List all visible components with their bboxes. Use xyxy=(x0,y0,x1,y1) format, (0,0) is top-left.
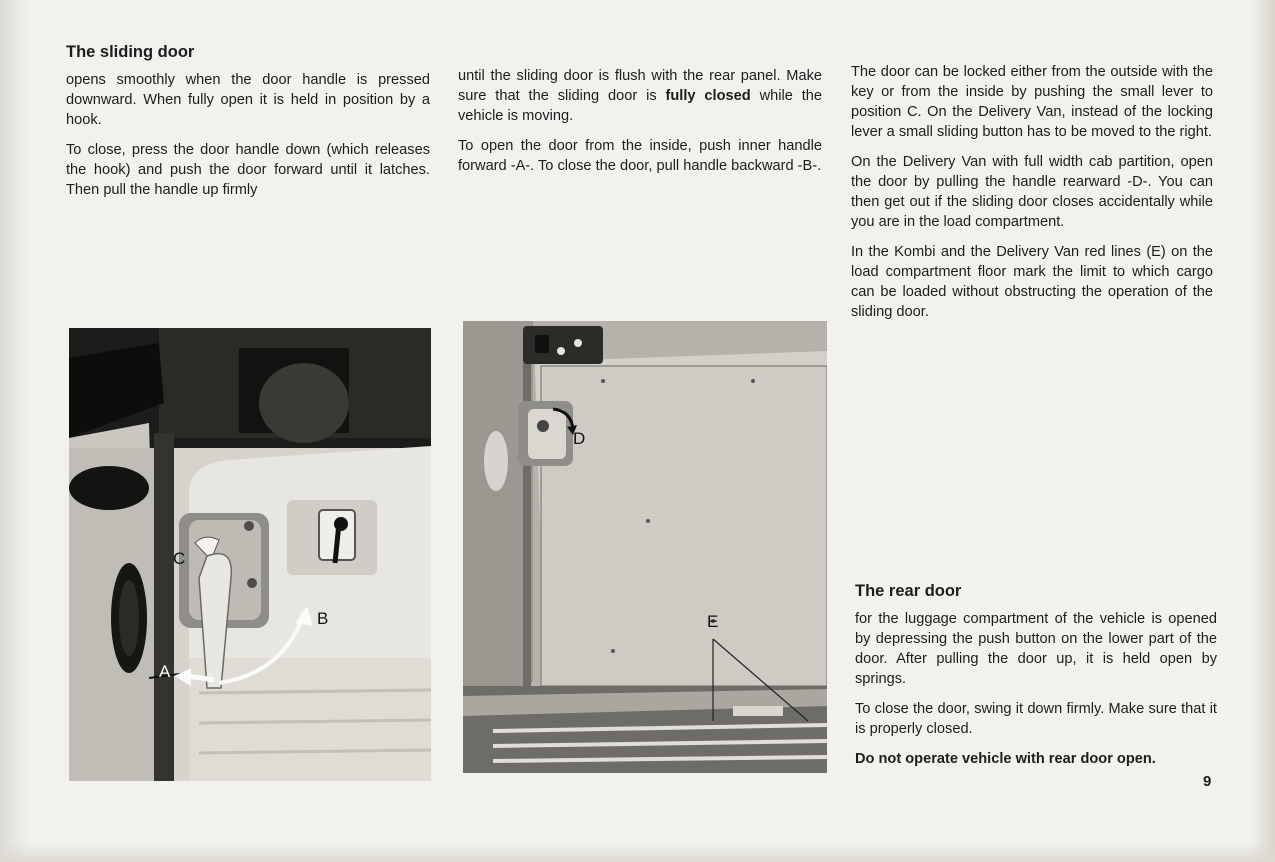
rear-door-paragraph-2: To close the door, swing it down firmly. Make sure that it is properly closed. xyxy=(855,701,1217,737)
page-bottom-shadow xyxy=(0,842,1275,862)
callout-c: C xyxy=(173,549,186,568)
sliding-door-paragraph-4: To open the door from the inside, push inner handle forward -A-. To close the door, pull handle backward -B-. xyxy=(458,138,822,174)
column-4 xyxy=(855,609,1217,779)
rear-door-warning: Do not operate vehicle with rear door open. xyxy=(855,751,1156,767)
callout-e: E xyxy=(707,612,719,631)
sliding-door-paragraph-7: In the Kombi and the Delivery Van red lines (E) on the load compartment floor mark the limit to which cargo can be loaded without obstructing the operation of the sliding door. xyxy=(851,244,1213,320)
text-run: until the sliding door is flush with the rear panel. Make sure that the sliding door is xyxy=(458,68,822,104)
page-edge-shadow xyxy=(1251,0,1275,862)
load-compartment-illustration xyxy=(463,321,827,773)
sliding-door-paragraph-2: To close, press the door handle down (which releases the hook) and push the door forward until it latches. Then pull the handle up firmly xyxy=(66,142,430,198)
column-2 xyxy=(458,66,822,186)
sliding-door-paragraph-1: opens smoothly when the door handle is pressed downward. When fully open it is held in position by a hook. xyxy=(66,72,430,128)
rear-door-paragraph-1: for the luggage compartment of the vehicle is opened by depressing the push button on the lower part of the door. After pulling the door up, it is held open by springs. xyxy=(855,611,1217,687)
text-run: while the vehicle is moving. xyxy=(458,88,823,124)
handle-photo-illustration xyxy=(69,328,431,781)
page-gutter-shadow xyxy=(0,0,28,862)
sliding-door-paragraph-3 xyxy=(458,66,822,126)
callout-d: D xyxy=(573,429,586,448)
sliding-door-heading: The sliding door xyxy=(66,43,195,61)
sliding-door-handle-photo xyxy=(69,328,431,781)
page-number: 9 xyxy=(1203,773,1212,790)
load-compartment-photo xyxy=(463,321,827,773)
sliding-door-paragraph-5: The door can be locked either from the outside with the key or from the inside by pushing the small lever to position C. On the Delivery Van, instead of the locking lever a small sliding button has to be moved to the right. xyxy=(851,64,1213,140)
rear-door-heading: The rear door xyxy=(855,582,962,600)
column-1 xyxy=(66,70,430,210)
sliding-door-paragraph-6: On the Delivery Van with full width cab partition, open the door by pulling the handle rearward -D-. You can then get out if the sliding door closes accidentally while you are in the load compartment. xyxy=(851,154,1213,230)
callout-b: B xyxy=(317,609,329,628)
emphasis-fully-closed: fully closed xyxy=(665,88,751,104)
column-3 xyxy=(851,62,1213,332)
callout-a: A xyxy=(159,662,171,681)
